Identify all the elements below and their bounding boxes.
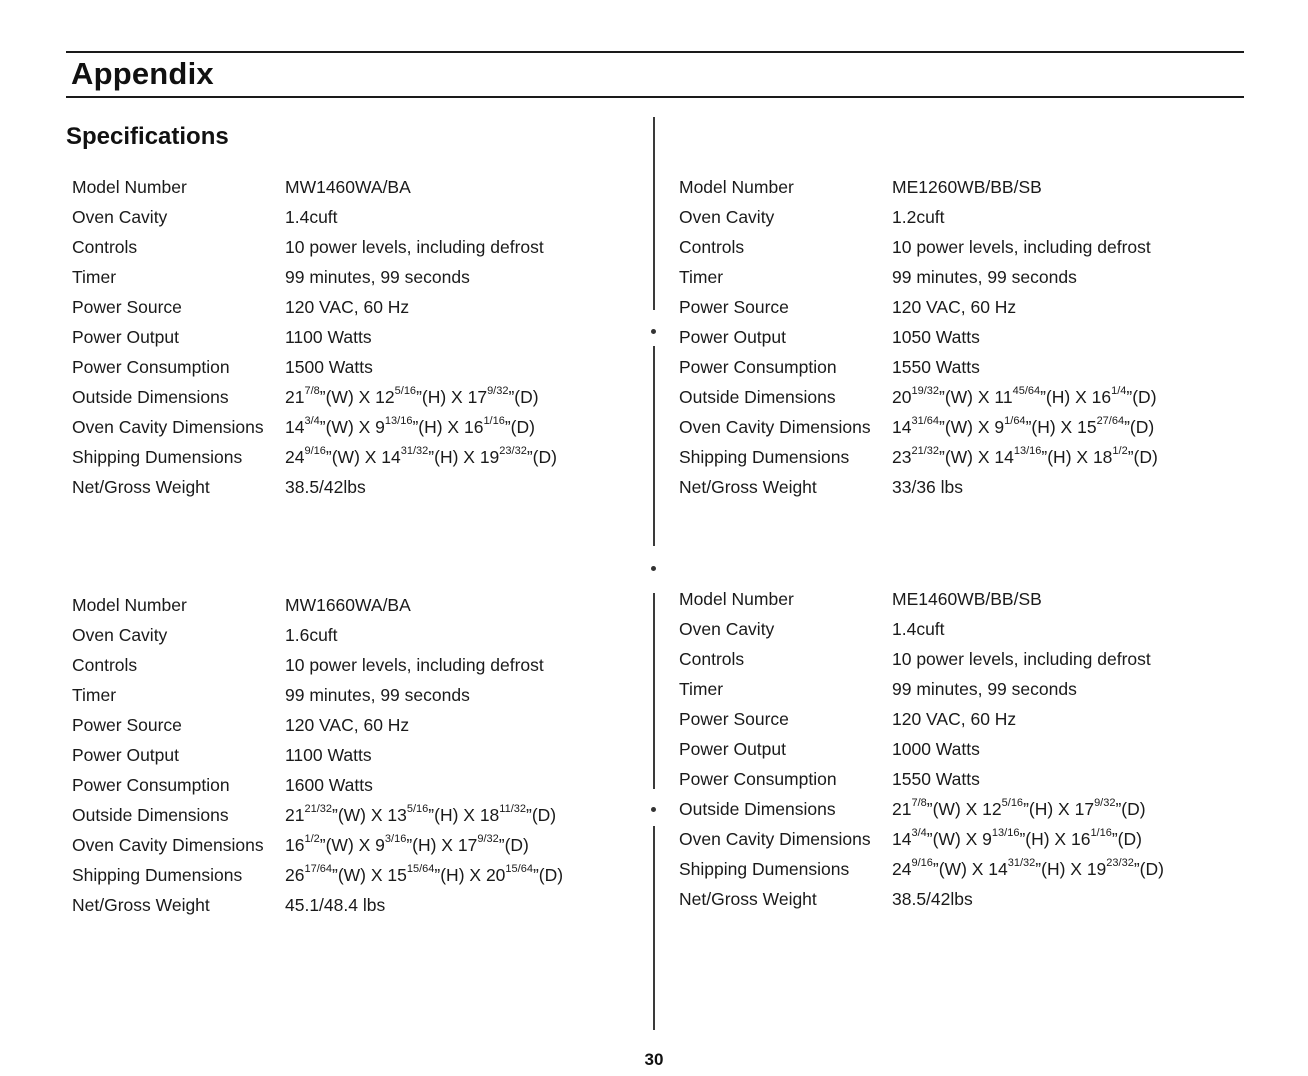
spec-row-timer — [66, 680, 638, 710]
spec-value: ME1260WB/BB/SB — [892, 177, 1042, 197]
spec-value: 1100 Watts — [285, 745, 372, 765]
spec-table-me1460 — [673, 584, 1245, 914]
spec-label: Power Source — [72, 297, 182, 317]
spec-row-controls — [673, 644, 1245, 674]
spec-label: Oven Cavity — [72, 625, 168, 645]
spec-label: Oven Cavity Dimensions — [72, 417, 264, 437]
spec-value: 1000 Watts — [892, 739, 980, 759]
spec-label: Net/Gross Weight — [72, 895, 210, 915]
spec-label: Oven Cavity — [72, 207, 168, 227]
spec-value-dimensions: $14^{3/4}”(W)$ X $9^{13/16}”(H)$ X $16^{1/16}”(D)$ — [892, 827, 1142, 849]
spec-value: 120 VAC, 60 Hz — [285, 297, 410, 317]
spec-label: Power Output — [679, 327, 786, 347]
spec-label: Shipping Dumensions — [679, 859, 850, 879]
spec-value: 1.2cuft — [892, 207, 945, 227]
spec-row-model — [673, 172, 1245, 202]
spec-label: Shipping Dumensions — [679, 447, 850, 467]
spec-value: 38.5/42lbs — [285, 477, 366, 497]
divider-dot — [651, 566, 656, 571]
spec-value: 1.4cuft — [892, 619, 945, 639]
spec-label: Net/Gross Weight — [679, 477, 817, 497]
spec-label: Controls — [679, 237, 745, 257]
spec-value: 38.5/42lbs — [892, 889, 973, 909]
section-title: Specifications — [66, 123, 229, 150]
column-divider — [653, 117, 655, 310]
header-rule-top — [66, 51, 1244, 53]
spec-label: Power Source — [679, 709, 789, 729]
spec-value: 99 minutes, 99 seconds — [285, 685, 470, 705]
spec-row-cavity — [66, 620, 638, 650]
spec-value-dimensions: $21^{21/32}”(W)$ X $13^{5/16}”(H)$ X $18^{11/32}”(D)$ — [285, 803, 557, 825]
spec-row-shipping — [673, 442, 1245, 472]
spec-label: Model Number — [72, 177, 187, 197]
spec-label: Timer — [679, 267, 724, 287]
spec-row-shipping — [66, 860, 638, 890]
spec-table-me1260 — [673, 172, 1245, 502]
spec-label: Timer — [679, 679, 724, 699]
spec-row-controls — [66, 232, 638, 262]
spec-value: MW1460WA/BA — [285, 177, 411, 197]
spec-value: 1500 Watts — [285, 357, 373, 377]
spec-row-consumption — [66, 352, 638, 382]
spec-label: Controls — [679, 649, 745, 669]
spec-label: Oven Cavity Dimensions — [72, 835, 264, 855]
spec-value: 1050 Watts — [892, 327, 980, 347]
spec-label: Power Output — [72, 745, 179, 765]
spec-label: Oven Cavity — [679, 619, 775, 639]
spec-label: Oven Cavity — [679, 207, 775, 227]
spec-value: 1100 Watts — [285, 327, 372, 347]
spec-value: 10 power levels, including defrost — [285, 655, 544, 675]
spec-row-source — [66, 292, 638, 322]
spec-value-dimensions: $24^{9/16}”(W)$ X $14^{31/32}”(H)$ X $19^{23/32}”(D)$ — [285, 445, 557, 467]
header-rule-bottom — [66, 96, 1244, 98]
spec-label: Power Consumption — [72, 357, 230, 377]
spec-row-model — [66, 172, 638, 202]
spec-value: 120 VAC, 60 Hz — [892, 709, 1017, 729]
spec-label: Outside Dimensions — [72, 805, 229, 825]
spec-row-shipping — [66, 442, 638, 472]
column-divider — [653, 826, 655, 1030]
spec-row-source — [673, 704, 1245, 734]
column-divider — [653, 346, 655, 546]
spec-label: Timer — [72, 685, 117, 705]
spec-value: 45.1/48.4 lbs — [285, 895, 386, 915]
spec-row-cavity-dims — [66, 412, 638, 442]
spec-value: 10 power levels, including defrost — [285, 237, 544, 257]
spec-row-output — [673, 322, 1245, 352]
spec-row-output — [673, 734, 1245, 764]
spec-value-dimensions: $26^{17/64}”(W)$ X $15^{15/64}”(H)$ X $20^{15/64}”(D)$ — [285, 863, 564, 885]
spec-row-model — [66, 590, 638, 620]
divider-dot — [651, 329, 656, 334]
spec-value-dimensions: $21^{7/8}”(W)$ X $12^{5/16}”(H)$ X $17^{9/32}”(D)$ — [892, 797, 1146, 819]
spec-label: Net/Gross Weight — [72, 477, 210, 497]
spec-row-controls — [66, 650, 638, 680]
spec-row-consumption — [673, 764, 1245, 794]
spec-value: 99 minutes, 99 seconds — [892, 267, 1077, 287]
spec-value: ME1460WB/BB/SB — [892, 589, 1042, 609]
spec-label: Outside Dimensions — [679, 387, 836, 407]
spec-row-consumption — [66, 770, 638, 800]
spec-label: Power Source — [679, 297, 789, 317]
spec-label: Net/Gross Weight — [679, 889, 817, 909]
spec-row-outside — [66, 382, 638, 412]
spec-row-cavity — [66, 202, 638, 232]
spec-label: Model Number — [72, 595, 187, 615]
spec-value-dimensions: $14^{3/4}”(W)$ X $9^{13/16}”(H)$ X $16^{1/16}”(D)$ — [285, 415, 535, 437]
spec-label: Controls — [72, 655, 138, 675]
spec-row-timer — [66, 262, 638, 292]
spec-value: 120 VAC, 60 Hz — [892, 297, 1017, 317]
spec-row-consumption — [673, 352, 1245, 382]
spec-row-weight — [673, 472, 1245, 502]
spec-value: 10 power levels, including defrost — [892, 237, 1151, 257]
spec-table-mw1460 — [66, 172, 638, 502]
spec-row-weight — [66, 472, 638, 502]
spec-value: MW1660WA/BA — [285, 595, 411, 615]
spec-label: Shipping Dumensions — [72, 865, 243, 885]
spec-row-controls — [673, 232, 1245, 262]
spec-label: Controls — [72, 237, 138, 257]
column-divider — [653, 593, 655, 789]
spec-label: Model Number — [679, 177, 794, 197]
spec-row-timer — [673, 262, 1245, 292]
spec-label: Model Number — [679, 589, 794, 609]
spec-row-shipping — [673, 854, 1245, 884]
spec-table-mw1660 — [66, 590, 638, 920]
page-title: Appendix — [71, 56, 214, 91]
spec-row-model — [673, 584, 1245, 614]
spec-label: Power Consumption — [679, 769, 837, 789]
spec-value: 33/36 lbs — [892, 477, 964, 497]
spec-label: Power Source — [72, 715, 182, 735]
divider-dot — [651, 807, 656, 812]
spec-value: 1550 Watts — [892, 769, 980, 789]
spec-value: 120 VAC, 60 Hz — [285, 715, 410, 735]
spec-label: Timer — [72, 267, 117, 287]
spec-value: 1600 Watts — [285, 775, 373, 795]
spec-value-dimensions: $20^{19/32}”(W)$ X $11^{45/64}”(H)$ X $16^{1/4}”(D)$ — [892, 385, 1157, 407]
spec-row-weight — [673, 884, 1245, 914]
spec-value: 1.4cuft — [285, 207, 338, 227]
spec-label: Power Output — [72, 327, 179, 347]
spec-value: 1550 Watts — [892, 357, 980, 377]
spec-row-cavity-dims — [673, 824, 1245, 854]
spec-row-outside — [673, 794, 1245, 824]
spec-label: Power Consumption — [679, 357, 837, 377]
spec-row-source — [66, 710, 638, 740]
spec-row-cavity — [673, 202, 1245, 232]
spec-value-dimensions: $21^{7/8}”(W)$ X $12^{5/16}”(H)$ X $17^{9/32}”(D)$ — [285, 385, 539, 407]
spec-row-timer — [673, 674, 1245, 704]
spec-row-output — [66, 322, 638, 352]
spec-value: 99 minutes, 99 seconds — [285, 267, 470, 287]
spec-value-dimensions: $14^{31/64}”(W)$ X $9^{1/64}”(H)$ X $15^{27/64}”(D)$ — [892, 415, 1155, 437]
spec-value: 99 minutes, 99 seconds — [892, 679, 1077, 699]
spec-row-weight — [66, 890, 638, 920]
spec-row-source — [673, 292, 1245, 322]
spec-value: 1.6cuft — [285, 625, 338, 645]
spec-label: Shipping Dumensions — [72, 447, 243, 467]
spec-row-outside — [673, 382, 1245, 412]
spec-value: 10 power levels, including defrost — [892, 649, 1151, 669]
spec-row-output — [66, 740, 638, 770]
spec-row-outside — [66, 800, 638, 830]
spec-label: Power Consumption — [72, 775, 230, 795]
spec-row-cavity-dims — [673, 412, 1245, 442]
page-number: 30 — [644, 1050, 664, 1069]
spec-row-cavity-dims — [66, 830, 638, 860]
spec-label: Oven Cavity Dimensions — [679, 829, 871, 849]
spec-label: Power Output — [679, 739, 786, 759]
spec-label: Outside Dimensions — [72, 387, 229, 407]
spec-label: Outside Dimensions — [679, 799, 836, 819]
spec-value-dimensions: $23^{21/32}”(W)$ X $14^{13/16}”(H)$ X $18^{1/2}”(D)$ — [892, 445, 1158, 467]
spec-value-dimensions: $24^{9/16}”(W)$ X $14^{31/32}”(H)$ X $19^{23/32}”(D)$ — [892, 857, 1164, 879]
spec-value-dimensions: $16^{1/2}”(W)$ X $9^{3/16}”(H)$ X $17^{9/32}”(D)$ — [285, 833, 529, 855]
spec-row-cavity — [673, 614, 1245, 644]
spec-label: Oven Cavity Dimensions — [679, 417, 871, 437]
